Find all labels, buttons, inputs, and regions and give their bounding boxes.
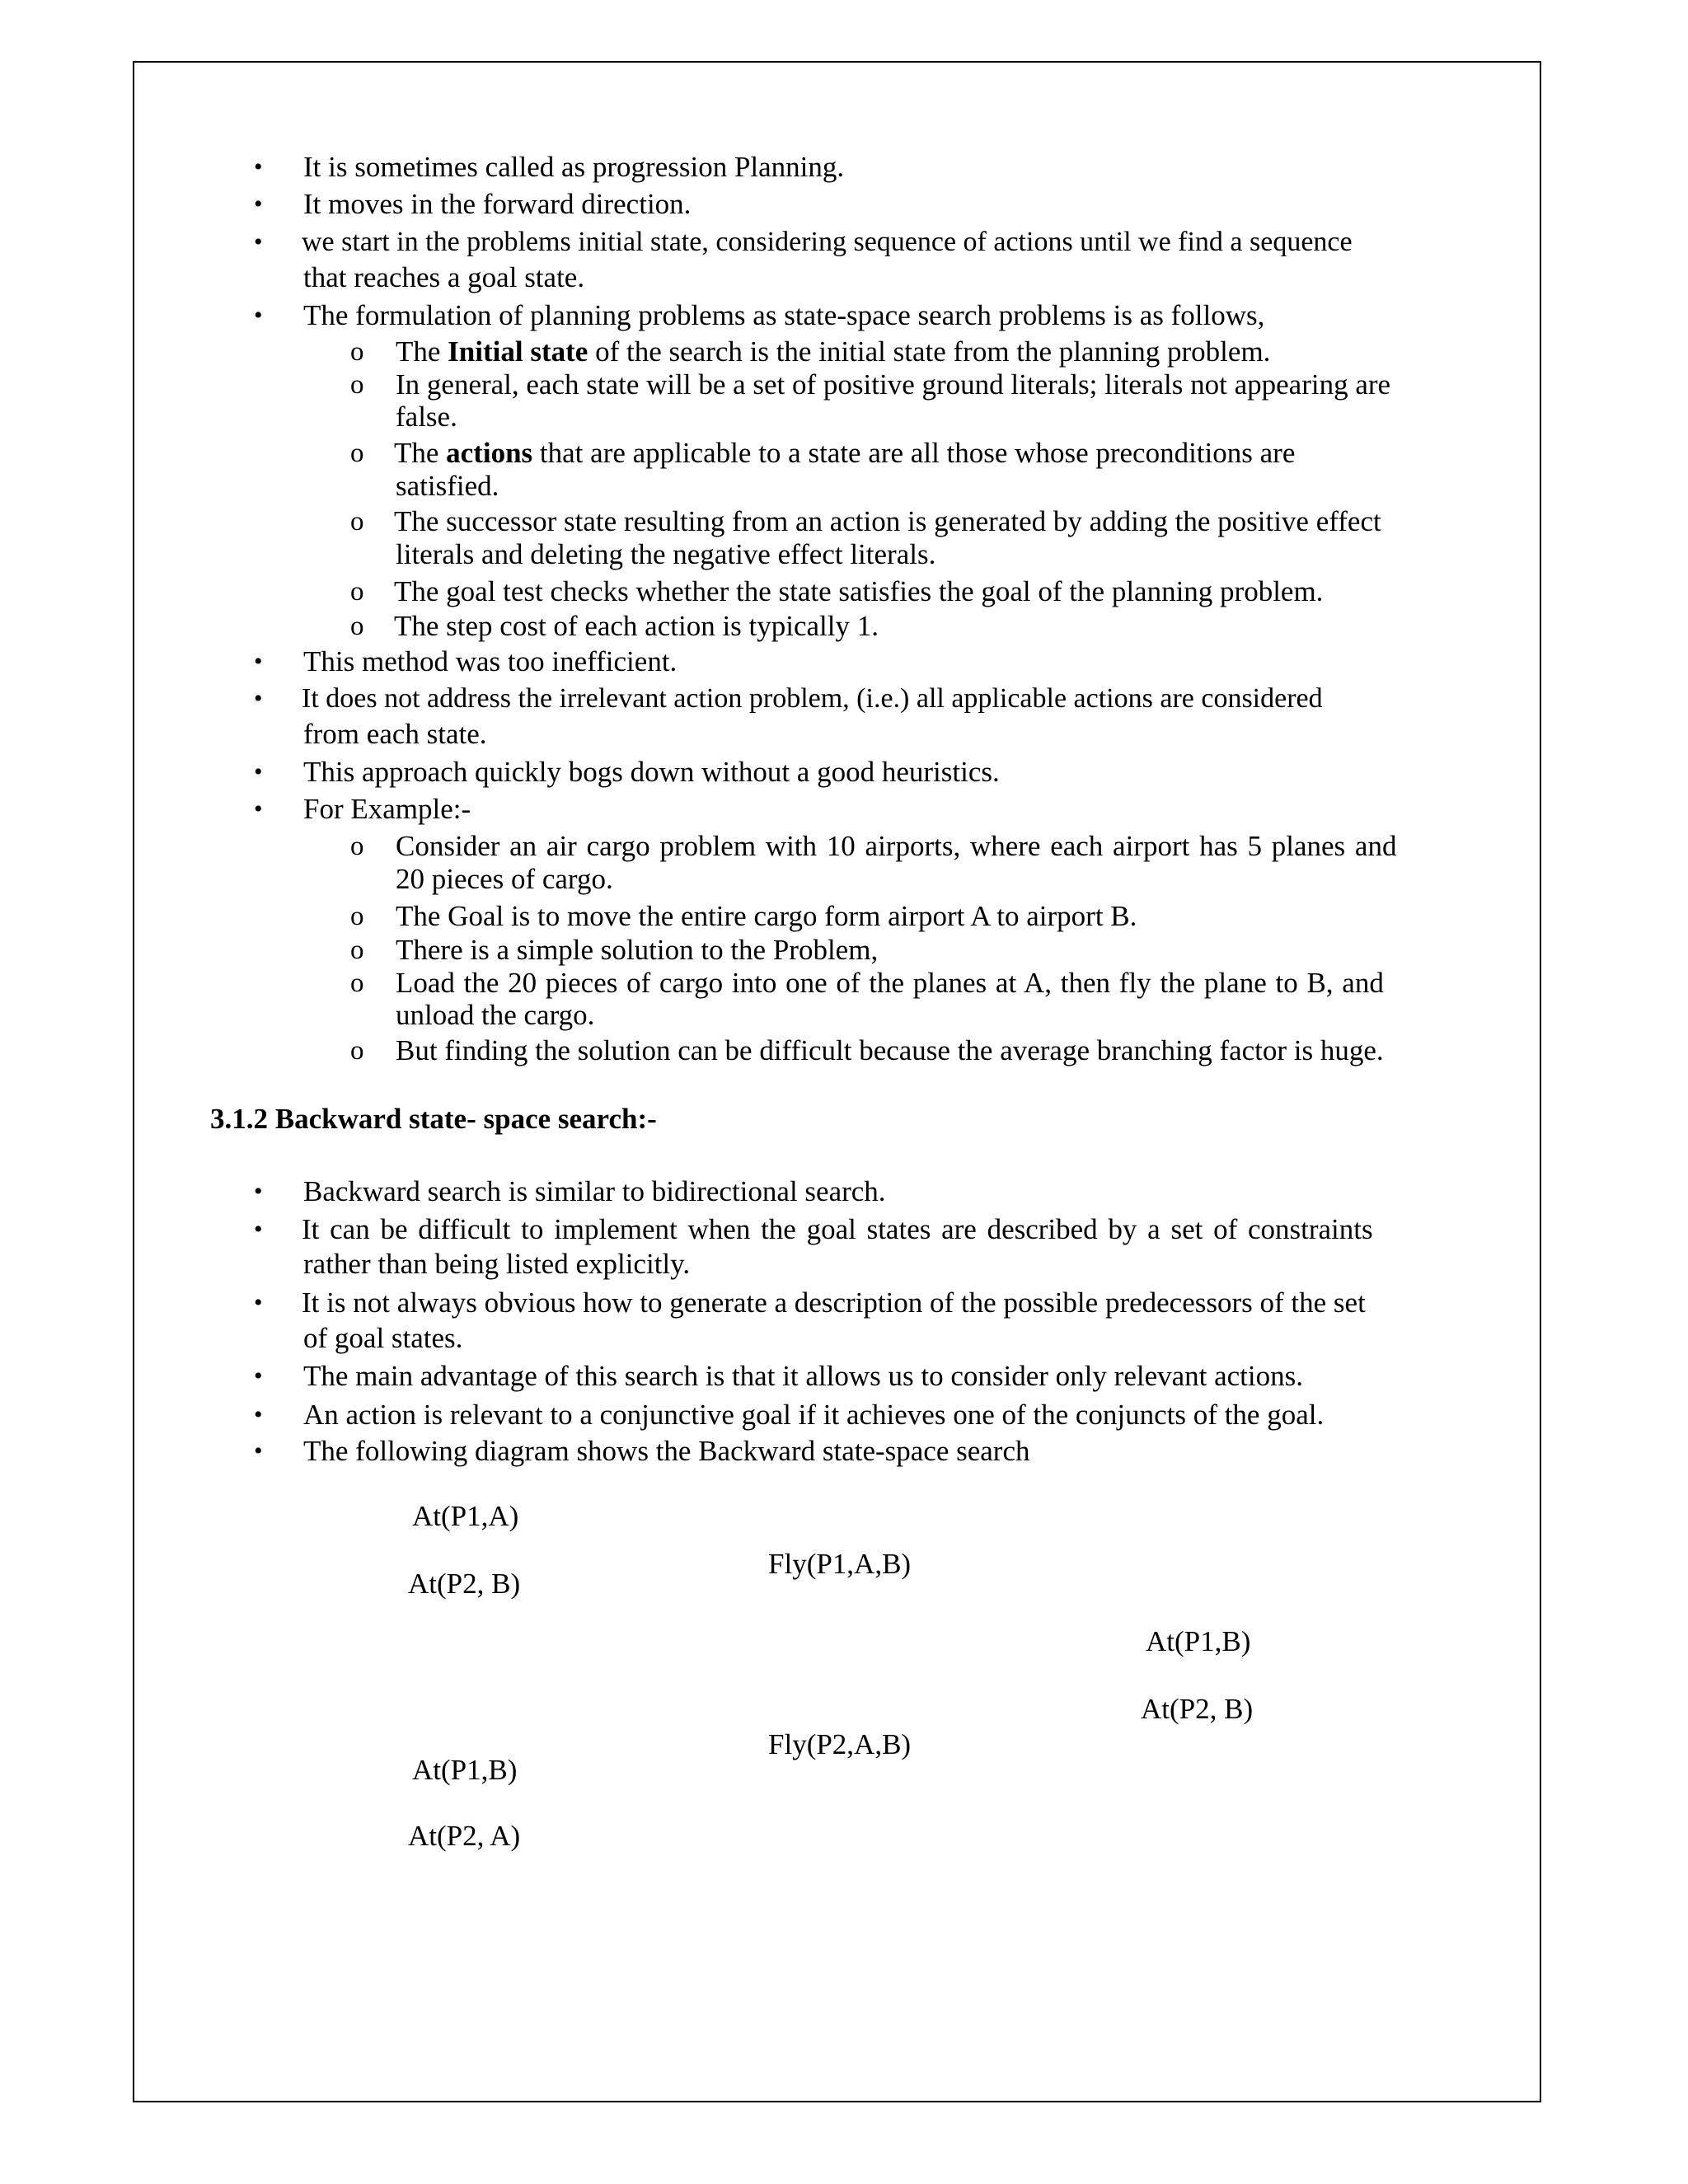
- text-line: satisfied.: [396, 470, 499, 502]
- text-line: The successor state resulting from an action is generated by adding the positive effect: [394, 505, 1381, 537]
- text-line: from each state.: [303, 718, 487, 750]
- text-line: The Goal is to move the entire cargo form airport A to airport B.: [396, 900, 1137, 932]
- text-line: An action is relevant to a conjunctive goal if it achieves one of the conjuncts of the goal.: [303, 1399, 1325, 1431]
- bullet-marker: •: [254, 758, 263, 785]
- text-line: Backward search is similar to bidirectional search.: [303, 1175, 886, 1207]
- text-line: The step cost of each action is typically 1.: [394, 610, 879, 642]
- text-line: unload the cargo.: [396, 999, 595, 1031]
- bullet-marker: •: [254, 1216, 263, 1243]
- text-line: But finding the solution can be difficult because the average branching factor is huge.: [396, 1034, 1384, 1066]
- sub-marker: o: [350, 577, 364, 607]
- sub-marker: o: [350, 935, 364, 965]
- text-line: The goal test checks whether the state satisfies the goal of the planning problem.: [394, 575, 1324, 607]
- text-line: It is sometimes called as progression Planning.: [303, 151, 845, 183]
- bullet-marker: •: [254, 795, 263, 823]
- bullet-marker: •: [254, 685, 263, 712]
- text-line: There is a simple solution to the Problem,: [396, 934, 879, 966]
- sub-marker: o: [350, 832, 364, 861]
- sub-marker: o: [350, 370, 364, 400]
- text-line: It can be difficult to implement when the goal states are described by a set of constraints: [302, 1213, 1373, 1245]
- bullet-marker: •: [254, 190, 263, 218]
- text-line: It does not address the irrelevant action problem, (i.e.) all applicable actions are considered: [302, 683, 1323, 714]
- bullet-marker: •: [254, 302, 263, 329]
- bullet-marker: •: [254, 1437, 263, 1465]
- text-line: In general, each state will be a set of positive ground literals; literals not appearing are: [396, 368, 1391, 401]
- bullet-marker: •: [254, 648, 263, 675]
- text-line: of goal states.: [303, 1322, 463, 1354]
- text-line: For Example:-: [303, 793, 471, 825]
- text-line: The Initial state of the search is the initial state from the planning problem.: [396, 335, 1271, 368]
- text-line: Consider an air cargo problem with 10 airports, where each airport has 5 planes and: [396, 830, 1397, 862]
- action-fly-p1: Fly(P1,A,B): [768, 1548, 912, 1580]
- text-line: literals and deleting the negative effect literals.: [396, 538, 936, 570]
- text-line: The actions that are applicable to a state are all those whose preconditions are: [394, 437, 1296, 469]
- text-line: It is not always obvious how to generate a description of the possible predecessors of the set: [302, 1286, 1366, 1319]
- action-fly-p2: Fly(P2,A,B): [768, 1728, 912, 1760]
- bullet-marker: •: [254, 1401, 263, 1428]
- text-line: Load the 20 pieces of cargo into one of the planes at A, then fly the plane to B, and: [396, 967, 1384, 999]
- text-line: This method was too inefficient.: [303, 645, 678, 677]
- sub-marker: o: [350, 507, 364, 537]
- text-line: 20 pieces of cargo.: [396, 863, 613, 895]
- sub-marker: o: [350, 438, 364, 468]
- text-line: we start in the problems initial state, considering sequence of actions until we find a sequence: [302, 227, 1353, 257]
- bullet-marker: •: [254, 1362, 263, 1390]
- text-line: that reaches a goal state.: [303, 261, 585, 293]
- sub-marker: o: [350, 612, 364, 641]
- state2-literal-a: At(P1,B): [412, 1754, 518, 1786]
- text-line: This approach quickly bogs down without a good heuristics.: [303, 756, 1000, 788]
- text-line: rather than being listed explicitly.: [303, 1248, 691, 1280]
- sub-marker: o: [350, 337, 364, 367]
- text-line: The main advantage of this search is that it allows us to consider only relevant actions.: [303, 1360, 1304, 1392]
- goal-literal-b: At(P2, B): [1141, 1693, 1254, 1725]
- bullet-marker: •: [254, 1178, 263, 1205]
- text-line: The following diagram shows the Backward state-space search: [303, 1435, 1030, 1467]
- section-heading: 3.1.2 Backward state- space search:-: [210, 1103, 657, 1135]
- state1-literal-a: At(P1,A): [412, 1500, 519, 1532]
- text-line: The formulation of planning problems as state-space search problems is as follows,: [303, 299, 1265, 331]
- state2-literal-b: At(P2, A): [408, 1820, 521, 1852]
- bullet-marker: •: [254, 153, 263, 180]
- bullet-marker: •: [254, 228, 263, 255]
- goal-literal-a: At(P1,B): [1146, 1625, 1251, 1657]
- sub-marker: o: [350, 968, 364, 998]
- sub-marker: o: [350, 1036, 364, 1066]
- state1-literal-b: At(P2, B): [408, 1568, 521, 1600]
- sub-marker: o: [350, 902, 364, 931]
- text-line: false.: [396, 401, 457, 433]
- text-line: It moves in the forward direction.: [303, 188, 692, 220]
- bullet-marker: •: [254, 1289, 263, 1316]
